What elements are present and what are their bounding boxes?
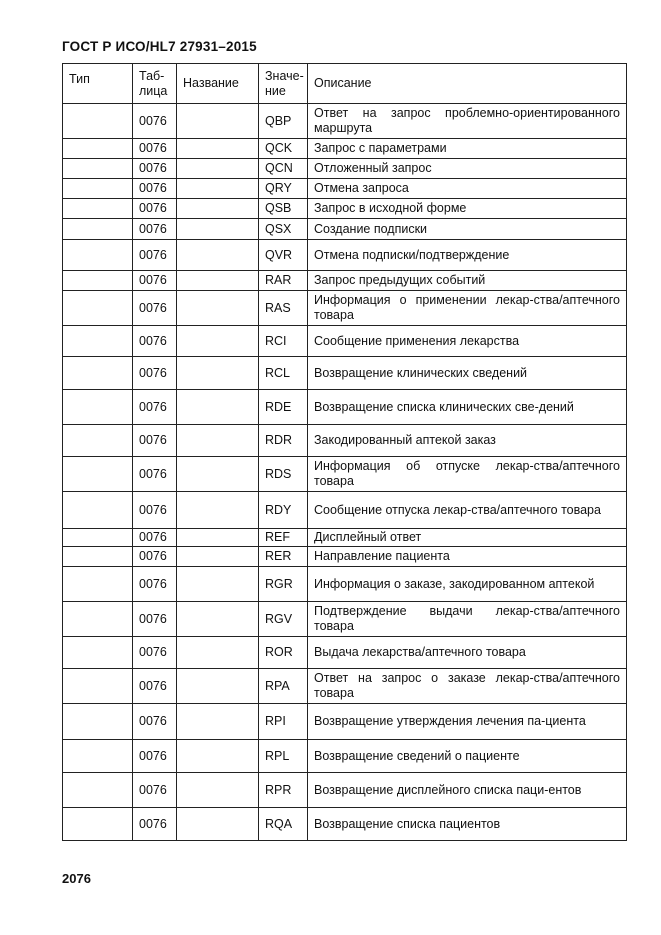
cell-type [63, 637, 133, 669]
cell-value: QVR [259, 240, 308, 271]
table-row [63, 357, 627, 390]
cell-description: Отмена запроса [308, 179, 627, 199]
table-row [63, 179, 627, 199]
cell-table: 0076 [133, 704, 177, 740]
cell-description: Ответ на запрос о заказе лекар-ства/аптечного товара [308, 669, 627, 704]
table-row [63, 291, 627, 326]
cell-name [177, 529, 259, 547]
cell-type [63, 529, 133, 547]
cell-description: Отмена подписки/подтверждение [308, 240, 627, 271]
cell-name [177, 547, 259, 567]
cell-type [63, 704, 133, 740]
cell-name [177, 773, 259, 808]
cell-description: Возвращение утверждения лечения па-циента [308, 704, 627, 740]
cell-name [177, 602, 259, 637]
cell-table: 0076 [133, 637, 177, 669]
column-header-value: Значе- ние [259, 64, 308, 104]
cell-description: Возвращение дисплейного списка паци-ентов [308, 773, 627, 808]
table-row [63, 219, 627, 240]
table-header-row [63, 64, 627, 104]
cell-name [177, 740, 259, 773]
cell-type [63, 139, 133, 159]
cell-value: RQA [259, 808, 308, 841]
cell-table: 0076 [133, 529, 177, 547]
cell-description: Возвращение клинических сведений [308, 357, 627, 390]
cell-table: 0076 [133, 139, 177, 159]
cell-table: 0076 [133, 740, 177, 773]
cell-name [177, 704, 259, 740]
cell-type [63, 240, 133, 271]
cell-table: 0076 [133, 602, 177, 637]
table-row [63, 669, 627, 704]
cell-description: Закодированный аптекой заказ [308, 425, 627, 457]
cell-table: 0076 [133, 457, 177, 492]
cell-description: Возвращение списка клинических све-дений [308, 390, 627, 425]
cell-table: 0076 [133, 547, 177, 567]
cell-description: Ответ на запрос проблемно-ориентированного маршрута [308, 104, 627, 139]
cell-value: RPI [259, 704, 308, 740]
cell-name [177, 219, 259, 240]
cell-value: RCI [259, 326, 308, 357]
column-header-table: Таб- лица [133, 64, 177, 104]
cell-type [63, 669, 133, 704]
cell-name [177, 139, 259, 159]
cell-value: RPA [259, 669, 308, 704]
cell-description: Информация об отпуске лекар-ства/аптечного товара [308, 457, 627, 492]
cell-table: 0076 [133, 326, 177, 357]
table-row [63, 199, 627, 219]
cell-name [177, 240, 259, 271]
cell-type [63, 425, 133, 457]
table-row [63, 425, 627, 457]
table-row [63, 457, 627, 492]
cell-value: REF [259, 529, 308, 547]
cell-description: Сообщение применения лекарства [308, 326, 627, 357]
cell-value: RDS [259, 457, 308, 492]
cell-table: 0076 [133, 271, 177, 291]
cell-name [177, 271, 259, 291]
cell-value: RGV [259, 602, 308, 637]
cell-table: 0076 [133, 669, 177, 704]
table-row [63, 271, 627, 291]
table-row [63, 773, 627, 808]
cell-value: RGR [259, 567, 308, 602]
cell-description: Информация о заказе, закодированном аптекой [308, 567, 627, 602]
cell-description: Возвращение списка пациентов [308, 808, 627, 841]
table-row [63, 808, 627, 841]
codes-table [62, 63, 627, 841]
cell-table: 0076 [133, 179, 177, 199]
cell-table: 0076 [133, 240, 177, 271]
cell-type [63, 773, 133, 808]
cell-type [63, 567, 133, 602]
cell-value: RAS [259, 291, 308, 326]
cell-name [177, 159, 259, 179]
cell-type [63, 492, 133, 529]
cell-description: Запрос в исходной форме [308, 199, 627, 219]
cell-type [63, 326, 133, 357]
cell-value: QSX [259, 219, 308, 240]
cell-description: Подтверждение выдачи лекар-ства/аптечного товара [308, 602, 627, 637]
cell-name [177, 808, 259, 841]
cell-type [63, 219, 133, 240]
cell-value: QSB [259, 199, 308, 219]
table-row [63, 104, 627, 139]
column-header-type: Тип [63, 64, 133, 104]
cell-table: 0076 [133, 159, 177, 179]
cell-value: QRY [259, 179, 308, 199]
cell-value: RDE [259, 390, 308, 425]
cell-table: 0076 [133, 567, 177, 602]
cell-name [177, 291, 259, 326]
table-row [63, 704, 627, 740]
cell-value: RPR [259, 773, 308, 808]
cell-type [63, 159, 133, 179]
cell-description: Создание подписки [308, 219, 627, 240]
cell-table: 0076 [133, 104, 177, 139]
cell-table: 0076 [133, 357, 177, 390]
cell-name [177, 637, 259, 669]
cell-type [63, 199, 133, 219]
cell-name [177, 199, 259, 219]
cell-value: RPL [259, 740, 308, 773]
table-row [63, 740, 627, 773]
cell-description: Информация о применении лекар-ства/аптечного товара [308, 291, 627, 326]
cell-type [63, 271, 133, 291]
cell-type [63, 291, 133, 326]
table-row [63, 529, 627, 547]
column-header-name: Название [177, 64, 259, 104]
table-row [63, 390, 627, 425]
table-row [63, 326, 627, 357]
cell-name [177, 567, 259, 602]
cell-description: Возвращение сведений о пациенте [308, 740, 627, 773]
cell-type [63, 457, 133, 492]
cell-value: QCK [259, 139, 308, 159]
cell-value: RER [259, 547, 308, 567]
cell-type [63, 390, 133, 425]
table-row [63, 637, 627, 669]
cell-value: RCL [259, 357, 308, 390]
cell-table: 0076 [133, 773, 177, 808]
cell-description: Запрос с параметрами [308, 139, 627, 159]
cell-description: Направление пациента [308, 547, 627, 567]
cell-name [177, 104, 259, 139]
cell-name [177, 179, 259, 199]
cell-value: RAR [259, 271, 308, 291]
cell-value: RDY [259, 492, 308, 529]
page-number: 2076 [62, 871, 91, 886]
cell-table: 0076 [133, 390, 177, 425]
document-header: ГОСТ Р ИСО/HL7 27931–2015 [62, 39, 257, 54]
cell-description: Сообщение отпуска лекар-ства/аптечного товара [308, 492, 627, 529]
cell-type [63, 547, 133, 567]
cell-value: RDR [259, 425, 308, 457]
cell-description: Дисплейный ответ [308, 529, 627, 547]
cell-table: 0076 [133, 199, 177, 219]
cell-table: 0076 [133, 808, 177, 841]
table-row [63, 159, 627, 179]
cell-name [177, 390, 259, 425]
cell-name [177, 669, 259, 704]
cell-description: Выдача лекарства/аптечного товара [308, 637, 627, 669]
table-row [63, 492, 627, 529]
cell-table: 0076 [133, 219, 177, 240]
cell-type [63, 808, 133, 841]
table-row [63, 240, 627, 271]
cell-value: ROR [259, 637, 308, 669]
cell-name [177, 357, 259, 390]
cell-type [63, 104, 133, 139]
cell-table: 0076 [133, 291, 177, 326]
cell-value: QCN [259, 159, 308, 179]
cell-table: 0076 [133, 492, 177, 529]
cell-type [63, 602, 133, 637]
cell-type [63, 357, 133, 390]
column-header-description: Описание [308, 64, 627, 104]
cell-table: 0076 [133, 425, 177, 457]
cell-type [63, 179, 133, 199]
table-row [63, 547, 627, 567]
cell-type [63, 740, 133, 773]
cell-value: QBP [259, 104, 308, 139]
cell-name [177, 457, 259, 492]
table-row [63, 139, 627, 159]
cell-name [177, 492, 259, 529]
cell-description: Отложенный запрос [308, 159, 627, 179]
table-row [63, 602, 627, 637]
cell-name [177, 326, 259, 357]
table-row [63, 567, 627, 602]
cell-name [177, 425, 259, 457]
cell-description: Запрос предыдущих событий [308, 271, 627, 291]
